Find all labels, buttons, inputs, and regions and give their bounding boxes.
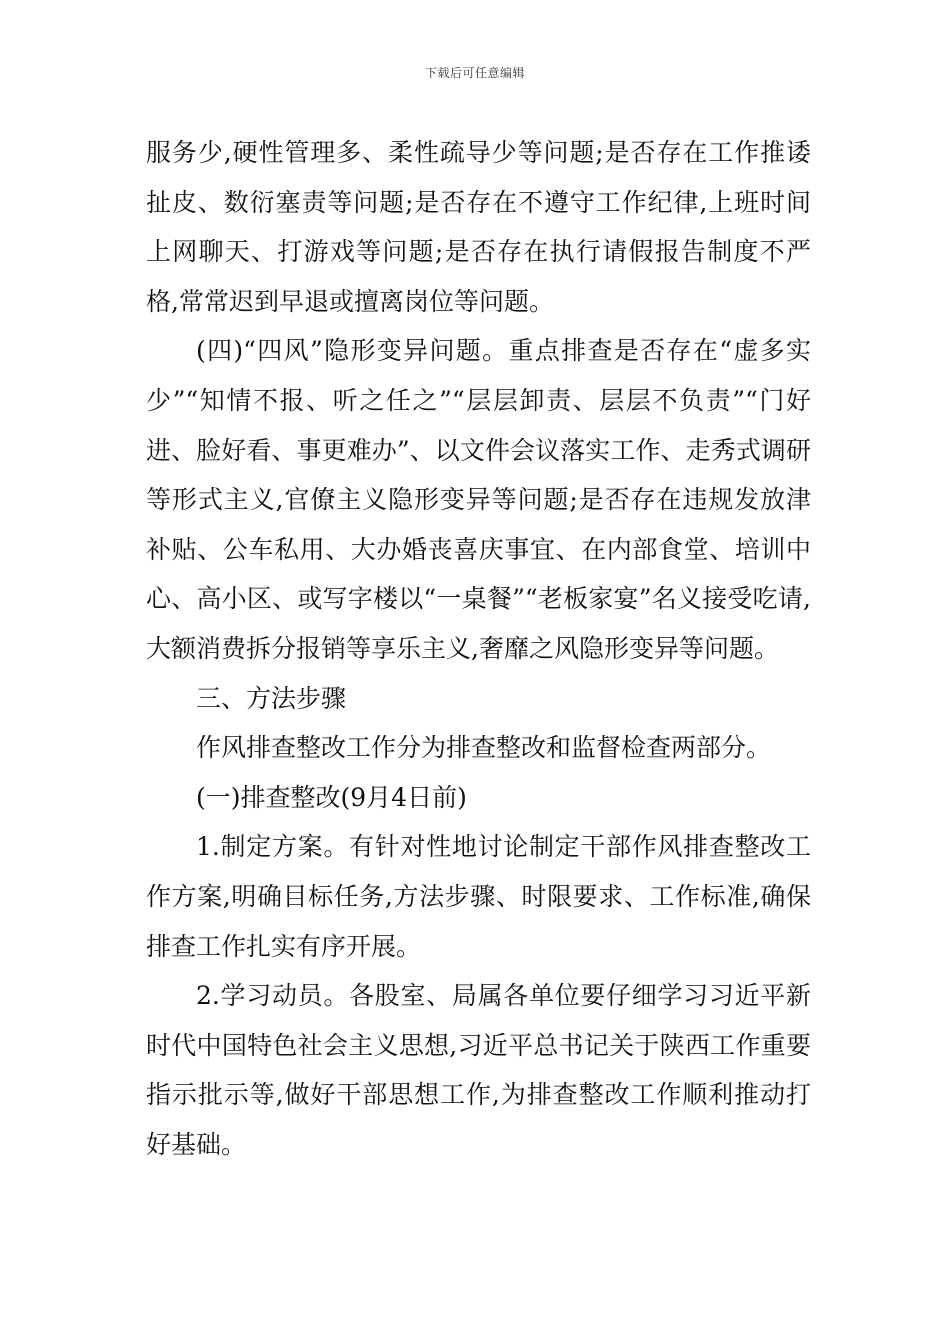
document-body [146, 128, 811, 1169]
list-item-2: 2.学习动员。各股室、局属各单位要仔细学习习近平新时代中国特色社会主义思想,习近平总书记关于陕西工作重要指示批示等,做好干部思想工作,为排查整改工作顺利推动打好基础。 [146, 981, 811, 1159]
list-item-1: 1.制定方案。有针对性地讨论制定干部作风排查整改工作方案,明确目标任务,方法步骤、时限要求、工作标准,确保排查工作扎实有序开展。 [146, 832, 811, 961]
subsection-heading-1: (一)排查整改(9月4日前) [196, 782, 467, 812]
paragraph-2: (四)“四风”隐形变异问题。重点排查是否存在“虚多实少”“知情不报、听之任之”“层层卸责、层层不负责”“门好进、脸好看、事更难办”、以文件会议落实工作、走秀式调研等形式主义,官僚主义隐形变异等问题;是否存在违规发放津补贴、公车私用、大办婚丧喜庆事宜、在内部食堂、培训中心、高小区、或写字楼以“一桌餐”“老板家宴”名义接受吃请,大额消费拆分报销等享乐主义,奢靡之风隐形变异等问题。 [146, 336, 811, 663]
paragraph-3: 作风排查整改工作分为排查整改和监督检查两部分。 [196, 733, 772, 763]
paragraph-1: 服务少,硬性管理多、柔性疏导少等问题;是否存在工作推诿扯皮、数衍塞责等问题;是否存在不遵守工作纪律,上班时间上网聊天、打游戏等问题;是否存在执行请假报告制度不严格,常常迟到早退或擅离岗位等问题。 [146, 138, 811, 316]
section-heading-methods: 三、方法步骤 [196, 683, 347, 713]
page-header: 下载后可任意编辑 [424, 66, 525, 80]
